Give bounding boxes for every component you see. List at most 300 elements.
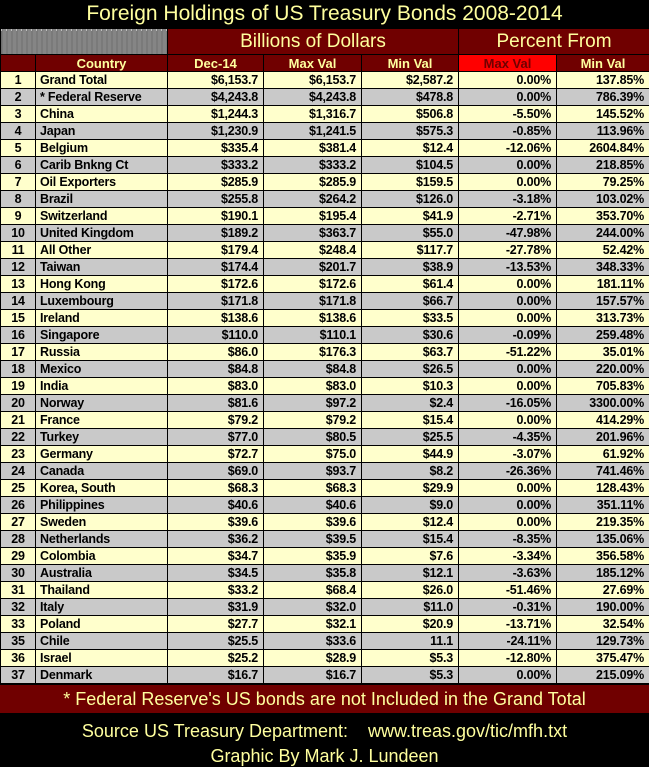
row-number: 28 <box>1 531 36 548</box>
percent-max-value: -0.31% <box>459 599 557 616</box>
billions-min-value: $33.5 <box>362 310 459 327</box>
country-cell: Israel <box>36 650 168 667</box>
group-header-billions: Billions of Dollars <box>168 29 459 55</box>
row-number: 17 <box>1 344 36 361</box>
percent-min-value: 113.96% <box>557 123 649 140</box>
dec14-value: $69.0 <box>168 463 264 480</box>
row-number: 19 <box>1 378 36 395</box>
column-header-country: Country <box>36 55 168 72</box>
billions-min-value: $126.0 <box>362 191 459 208</box>
dec14-value: $179.4 <box>168 242 264 259</box>
country-cell: Netherlands <box>36 531 168 548</box>
percent-min-value: 181.11% <box>557 276 649 293</box>
percent-max-value: -51.22% <box>459 344 557 361</box>
dec14-value: $4,243.8 <box>168 89 264 106</box>
billions-min-value: $12.4 <box>362 140 459 157</box>
percent-min-value: 145.52% <box>557 106 649 123</box>
billions-min-value: $2,587.2 <box>362 72 459 89</box>
dec14-value: $335.4 <box>168 140 264 157</box>
row-number: 5 <box>1 140 36 157</box>
percent-max-value: 0.00% <box>459 174 557 191</box>
percent-min-value: 137.85% <box>557 72 649 89</box>
page-title: Foreign Holdings of US Treasury Bonds 2008-2014 <box>0 0 649 28</box>
billions-max-value: $75.0 <box>264 446 362 463</box>
country-cell: United Kingdom <box>36 225 168 242</box>
billions-min-value: $12.1 <box>362 565 459 582</box>
billions-max-value: $68.4 <box>264 582 362 599</box>
dec14-value: $6,153.7 <box>168 72 264 89</box>
percent-min-value: 35.01% <box>557 344 649 361</box>
country-cell: Canada <box>36 463 168 480</box>
country-cell: Norway <box>36 395 168 412</box>
percent-min-value: 190.00% <box>557 599 649 616</box>
percent-min-value: 244.00% <box>557 225 649 242</box>
dec14-value: $25.5 <box>168 633 264 650</box>
percent-min-value: 157.57% <box>557 293 649 310</box>
billions-min-value: $25.5 <box>362 429 459 446</box>
table-row <box>1 310 649 327</box>
billions-min-value: $61.4 <box>362 276 459 293</box>
dec14-value: $39.6 <box>168 514 264 531</box>
billions-min-value: $26.0 <box>362 582 459 599</box>
country-cell: Korea, South <box>36 480 168 497</box>
percent-min-value: 215.09% <box>557 667 649 684</box>
row-number: 12 <box>1 259 36 276</box>
table-row <box>1 157 649 174</box>
billions-min-value: $66.7 <box>362 293 459 310</box>
billions-min-value: $12.4 <box>362 514 459 531</box>
percent-max-value: -0.85% <box>459 123 557 140</box>
country-cell: Japan <box>36 123 168 140</box>
percent-min-value: 201.96% <box>557 429 649 446</box>
country-cell: Grand Total <box>36 72 168 89</box>
footnote-bar: * Federal Reserve's US bonds are not Included in the Grand Total <box>0 684 649 713</box>
billions-min-value: $26.5 <box>362 361 459 378</box>
billions-max-value: $138.6 <box>264 310 362 327</box>
percent-min-value: 313.73% <box>557 310 649 327</box>
percent-min-value: 220.00% <box>557 361 649 378</box>
table-row <box>1 565 649 582</box>
percent-max-value: 0.00% <box>459 378 557 395</box>
dec14-value: $27.7 <box>168 616 264 633</box>
country-cell: All Other <box>36 242 168 259</box>
country-cell: Switzerland <box>36 208 168 225</box>
billions-min-value: $159.5 <box>362 174 459 191</box>
dec14-value: $84.8 <box>168 361 264 378</box>
percent-max-value: -2.71% <box>459 208 557 225</box>
percent-min-value: 52.42% <box>557 242 649 259</box>
row-number: 37 <box>1 667 36 684</box>
credit-line: Graphic By Mark J. Lundeen <box>0 745 649 767</box>
row-number: 25 <box>1 480 36 497</box>
billions-max-value: $264.2 <box>264 191 362 208</box>
country-cell: * Federal Reserve <box>36 89 168 106</box>
percent-max-value: -47.98% <box>459 225 557 242</box>
percent-max-value: -8.35% <box>459 531 557 548</box>
country-cell: Poland <box>36 616 168 633</box>
percent-max-value: -24.11% <box>459 633 557 650</box>
billions-max-value: $39.5 <box>264 531 362 548</box>
row-number: 30 <box>1 565 36 582</box>
percent-max-value: 0.00% <box>459 276 557 293</box>
source-line <box>0 720 649 742</box>
country-cell: Turkey <box>36 429 168 446</box>
percent-max-value: -12.80% <box>459 650 557 667</box>
percent-max-value: -26.36% <box>459 463 557 480</box>
table-row <box>1 174 649 191</box>
dec14-value: $174.4 <box>168 259 264 276</box>
country-cell: Russia <box>36 344 168 361</box>
billions-min-value: $104.5 <box>362 157 459 174</box>
billions-min-value: $20.9 <box>362 616 459 633</box>
percent-max-value: 0.00% <box>459 412 557 429</box>
table-row <box>1 446 649 463</box>
billions-max-value: $32.1 <box>264 616 362 633</box>
row-number: 26 <box>1 497 36 514</box>
percent-min-value: 103.02% <box>557 191 649 208</box>
billions-min-value: $38.9 <box>362 259 459 276</box>
table-row <box>1 412 649 429</box>
country-cell: China <box>36 106 168 123</box>
row-number: 2 <box>1 89 36 106</box>
row-number: 9 <box>1 208 36 225</box>
group-header-percent-from: Percent From <box>459 29 649 55</box>
row-number: 20 <box>1 395 36 412</box>
country-cell: Taiwan <box>36 259 168 276</box>
table-row <box>1 327 649 344</box>
table-row <box>1 276 649 293</box>
source-label: Source US Treasury Department: <box>82 720 348 742</box>
percent-max-value: 0.00% <box>459 157 557 174</box>
percent-max-value: 0.00% <box>459 514 557 531</box>
column-header-percent-max-highlighted: Max Val <box>459 55 557 72</box>
country-cell: Belgium <box>36 140 168 157</box>
billions-max-value: $93.7 <box>264 463 362 480</box>
table-row <box>1 361 649 378</box>
percent-min-value: 219.35% <box>557 514 649 531</box>
percent-min-value: 135.06% <box>557 531 649 548</box>
row-number: 35 <box>1 633 36 650</box>
billions-min-value: $63.7 <box>362 344 459 361</box>
table-row <box>1 89 649 106</box>
billions-min-value: $8.2 <box>362 463 459 480</box>
dec14-value: $86.0 <box>168 344 264 361</box>
percent-min-value: 375.47% <box>557 650 649 667</box>
billions-max-value: $28.9 <box>264 650 362 667</box>
dec14-value: $172.6 <box>168 276 264 293</box>
billions-max-value: $6,153.7 <box>264 72 362 89</box>
billions-min-value: $29.9 <box>362 480 459 497</box>
table-row <box>1 616 649 633</box>
country-cell: Thailand <box>36 582 168 599</box>
dec14-value: $31.9 <box>168 599 264 616</box>
billions-min-value: $11.0 <box>362 599 459 616</box>
percent-max-value: -13.53% <box>459 259 557 276</box>
row-number: 33 <box>1 616 36 633</box>
table-row <box>1 123 649 140</box>
table-row <box>1 599 649 616</box>
billions-max-value: $35.8 <box>264 565 362 582</box>
billions-min-value: $5.3 <box>362 667 459 684</box>
table-row <box>1 463 649 480</box>
column-header-dec14: Dec-14 <box>168 55 264 72</box>
billions-min-value: $41.9 <box>362 208 459 225</box>
percent-max-value: -0.09% <box>459 327 557 344</box>
table-row <box>1 344 649 361</box>
table-row <box>1 225 649 242</box>
billions-min-value: $5.3 <box>362 650 459 667</box>
percent-max-value: -4.35% <box>459 429 557 446</box>
billions-min-value: $7.6 <box>362 548 459 565</box>
percent-max-value: -13.71% <box>459 616 557 633</box>
row-number: 11 <box>1 242 36 259</box>
table-row <box>1 378 649 395</box>
percent-max-value: 0.00% <box>459 72 557 89</box>
dec14-value: $34.5 <box>168 565 264 582</box>
country-cell: Luxembourg <box>36 293 168 310</box>
billions-min-value: $44.9 <box>362 446 459 463</box>
table-row <box>1 429 649 446</box>
billions-max-value: $79.2 <box>264 412 362 429</box>
table-row <box>1 191 649 208</box>
percent-max-value: -51.46% <box>459 582 557 599</box>
billions-max-value: $97.2 <box>264 395 362 412</box>
percent-max-value: -3.34% <box>459 548 557 565</box>
billions-max-value: $1,316.7 <box>264 106 362 123</box>
dec14-value: $110.0 <box>168 327 264 344</box>
column-header-row <box>1 55 649 72</box>
row-number: 22 <box>1 429 36 446</box>
dec14-value: $34.7 <box>168 548 264 565</box>
billions-max-value: $32.0 <box>264 599 362 616</box>
billions-max-value: $16.7 <box>264 667 362 684</box>
billions-min-value: 11.1 <box>362 633 459 650</box>
dec14-value: $171.8 <box>168 293 264 310</box>
dec14-value: $16.7 <box>168 667 264 684</box>
billions-max-value: $84.8 <box>264 361 362 378</box>
table-row <box>1 514 649 531</box>
billions-min-value: $10.3 <box>362 378 459 395</box>
percent-min-value: 218.85% <box>557 157 649 174</box>
row-number: 27 <box>1 514 36 531</box>
percent-min-value: 348.33% <box>557 259 649 276</box>
country-cell: Mexico <box>36 361 168 378</box>
table-row <box>1 72 649 89</box>
billions-max-value: $171.8 <box>264 293 362 310</box>
percent-max-value: -16.05% <box>459 395 557 412</box>
percent-min-value: 2604.84% <box>557 140 649 157</box>
row-number: 3 <box>1 106 36 123</box>
row-number: 15 <box>1 310 36 327</box>
percent-min-value: 61.92% <box>557 446 649 463</box>
dec14-value: $81.6 <box>168 395 264 412</box>
billions-min-value: $478.8 <box>362 89 459 106</box>
dec14-value: $79.2 <box>168 412 264 429</box>
billions-max-value: $176.3 <box>264 344 362 361</box>
percent-max-value: 0.00% <box>459 480 557 497</box>
billions-max-value: $110.1 <box>264 327 362 344</box>
percent-min-value: 79.25% <box>557 174 649 191</box>
billions-min-value: $506.8 <box>362 106 459 123</box>
billions-max-value: $40.6 <box>264 497 362 514</box>
dec14-value: $25.2 <box>168 650 264 667</box>
percent-min-value: 27.69% <box>557 582 649 599</box>
holdings-table <box>0 28 649 684</box>
billions-max-value: $35.9 <box>264 548 362 565</box>
row-number: 16 <box>1 327 36 344</box>
billions-max-value: $201.7 <box>264 259 362 276</box>
billions-max-value: $80.5 <box>264 429 362 446</box>
column-header-rownum <box>1 55 36 72</box>
table-row <box>1 395 649 412</box>
billions-max-value: $4,243.8 <box>264 89 362 106</box>
group-header-row <box>1 29 649 55</box>
dec14-value: $1,244.3 <box>168 106 264 123</box>
row-number: 36 <box>1 650 36 667</box>
row-number: 18 <box>1 361 36 378</box>
percent-max-value: 0.00% <box>459 293 557 310</box>
percent-min-value: 705.83% <box>557 378 649 395</box>
column-header-billions-min: Min Val <box>362 55 459 72</box>
table-row <box>1 548 649 565</box>
country-cell: Ireland <box>36 310 168 327</box>
billions-max-value: $172.6 <box>264 276 362 293</box>
percent-min-value: 786.39% <box>557 89 649 106</box>
column-header-percent-min: Min Val <box>557 55 649 72</box>
billions-max-value: $248.4 <box>264 242 362 259</box>
percent-min-value: 185.12% <box>557 565 649 582</box>
percent-max-value: -3.07% <box>459 446 557 463</box>
table-row <box>1 259 649 276</box>
dec14-value: $77.0 <box>168 429 264 446</box>
billions-max-value: $33.6 <box>264 633 362 650</box>
country-cell: Carib Bnkng Ct <box>36 157 168 174</box>
billions-max-value: $363.7 <box>264 225 362 242</box>
table-row <box>1 242 649 259</box>
percent-max-value: 0.00% <box>459 667 557 684</box>
percent-max-value: -3.18% <box>459 191 557 208</box>
gray-pattern-cell <box>1 29 168 55</box>
billions-min-value: $117.7 <box>362 242 459 259</box>
country-cell: Italy <box>36 599 168 616</box>
percent-min-value: 414.29% <box>557 412 649 429</box>
table-row <box>1 633 649 650</box>
billions-max-value: $39.6 <box>264 514 362 531</box>
percent-min-value: 356.58% <box>557 548 649 565</box>
row-number: 21 <box>1 412 36 429</box>
dec14-value: $68.3 <box>168 480 264 497</box>
percent-max-value: 0.00% <box>459 361 557 378</box>
table-row <box>1 106 649 123</box>
percent-max-value: 0.00% <box>459 89 557 106</box>
dec14-value: $189.2 <box>168 225 264 242</box>
country-cell: Philippines <box>36 497 168 514</box>
row-number: 31 <box>1 582 36 599</box>
country-cell: India <box>36 378 168 395</box>
country-cell: Germany <box>36 446 168 463</box>
column-header-billions-max: Max Val <box>264 55 362 72</box>
table-row <box>1 531 649 548</box>
percent-max-value: -3.63% <box>459 565 557 582</box>
dec14-value: $36.2 <box>168 531 264 548</box>
table-row <box>1 293 649 310</box>
dec14-value: $138.6 <box>168 310 264 327</box>
dec14-value: $190.1 <box>168 208 264 225</box>
percent-min-value: 351.11% <box>557 497 649 514</box>
row-number: 23 <box>1 446 36 463</box>
country-cell: Hong Kong <box>36 276 168 293</box>
dec14-value: $72.7 <box>168 446 264 463</box>
row-number: 29 <box>1 548 36 565</box>
country-cell: Singapore <box>36 327 168 344</box>
billions-min-value: $9.0 <box>362 497 459 514</box>
percent-max-value: 0.00% <box>459 497 557 514</box>
dec14-value: $40.6 <box>168 497 264 514</box>
billions-min-value: $55.0 <box>362 225 459 242</box>
billions-max-value: $381.4 <box>264 140 362 157</box>
table-row <box>1 140 649 157</box>
billions-min-value: $15.4 <box>362 412 459 429</box>
row-number: 32 <box>1 599 36 616</box>
row-number: 8 <box>1 191 36 208</box>
dec14-value: $255.8 <box>168 191 264 208</box>
row-number: 6 <box>1 157 36 174</box>
dec14-value: $83.0 <box>168 378 264 395</box>
table-row <box>1 667 649 684</box>
country-cell: Colombia <box>36 548 168 565</box>
percent-max-value: -12.06% <box>459 140 557 157</box>
billions-min-value: $575.3 <box>362 123 459 140</box>
table-row <box>1 582 649 599</box>
billions-max-value: $333.2 <box>264 157 362 174</box>
table-body <box>1 72 649 684</box>
billions-max-value: $1,241.5 <box>264 123 362 140</box>
percent-min-value: 32.54% <box>557 616 649 633</box>
dec14-value: $285.9 <box>168 174 264 191</box>
billions-min-value: $15.4 <box>362 531 459 548</box>
billions-min-value: $2.4 <box>362 395 459 412</box>
row-number: 13 <box>1 276 36 293</box>
billions-max-value: $195.4 <box>264 208 362 225</box>
percent-max-value: -5.50% <box>459 106 557 123</box>
table-row <box>1 497 649 514</box>
percent-min-value: 128.43% <box>557 480 649 497</box>
row-number: 7 <box>1 174 36 191</box>
row-number: 14 <box>1 293 36 310</box>
billions-max-value: $68.3 <box>264 480 362 497</box>
country-cell: France <box>36 412 168 429</box>
percent-min-value: 741.46% <box>557 463 649 480</box>
table-row <box>1 208 649 225</box>
dec14-value: $333.2 <box>168 157 264 174</box>
table-row <box>1 480 649 497</box>
billions-max-value: $285.9 <box>264 174 362 191</box>
country-cell: Australia <box>36 565 168 582</box>
country-cell: Denmark <box>36 667 168 684</box>
country-cell: Brazil <box>36 191 168 208</box>
country-cell: Oil Exporters <box>36 174 168 191</box>
percent-min-value: 259.48% <box>557 327 649 344</box>
percent-min-value: 129.73% <box>557 633 649 650</box>
source-url: www.treas.gov/tic/mfh.txt <box>368 720 567 742</box>
row-number: 24 <box>1 463 36 480</box>
country-cell: Chile <box>36 633 168 650</box>
billions-min-value: $30.6 <box>362 327 459 344</box>
table-row <box>1 650 649 667</box>
percent-max-value: -27.78% <box>459 242 557 259</box>
country-cell: Sweden <box>36 514 168 531</box>
dec14-value: $1,230.9 <box>168 123 264 140</box>
